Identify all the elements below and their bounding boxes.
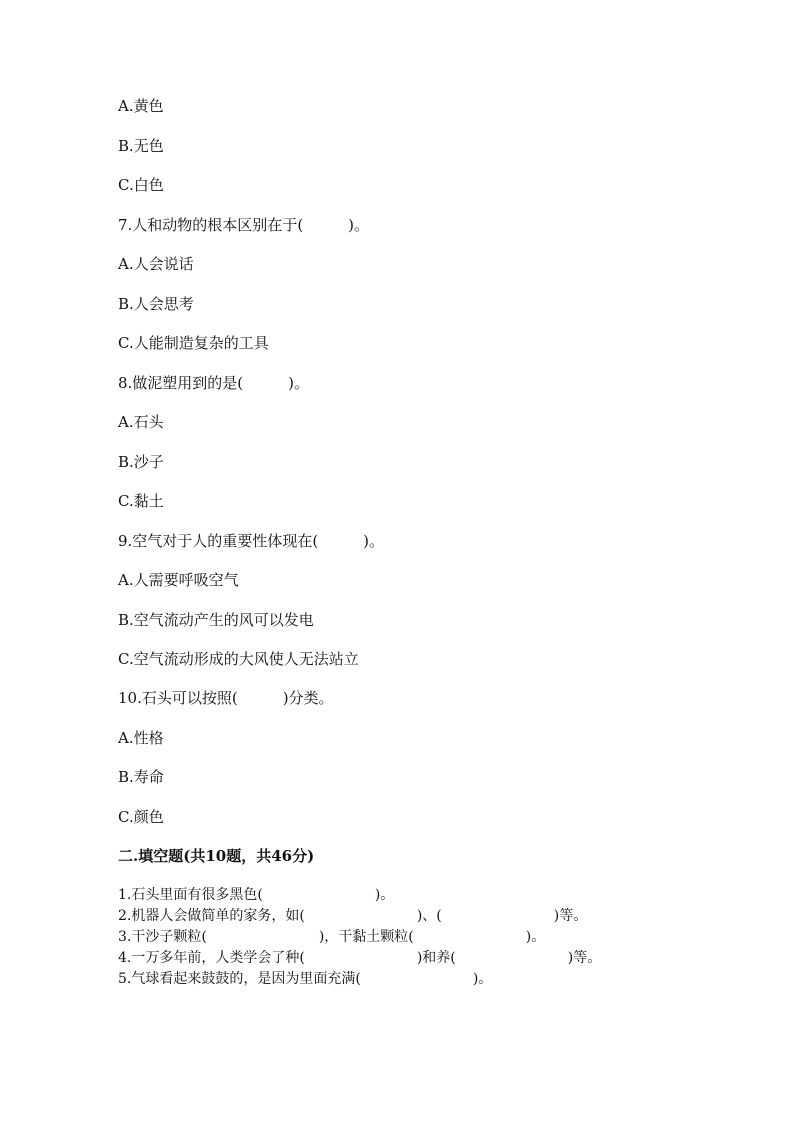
section-title: 二.填空题(共10题，共46分): [118, 847, 315, 865]
q6-option-a: A.黄色: [118, 97, 164, 115]
fill-item-2: 2.机器人会做简单的家务，如( )、( )等。: [118, 908, 588, 924]
q8-option-c: C.黏土: [118, 492, 164, 510]
fill-item-5: 5.气球看起来鼓鼓的，是因为里面充满( )。: [118, 971, 493, 987]
fill-item-4: 4.一万多年前，人类学会了种( )和养( )等。: [118, 950, 602, 966]
q7-question: 7.人和动物的根本区别在于( )。: [118, 216, 370, 234]
q8-option-b: B.沙子: [118, 453, 164, 471]
q10-option-c: C.颜色: [118, 808, 164, 826]
q9-question: 9.空气对于人的重要性体现在( )。: [118, 532, 385, 550]
q9-option-a: A.人需要呼吸空气: [118, 571, 239, 589]
fill-item-3: 3.干沙子颗粒( )，干黏土颗粒( )。: [118, 929, 546, 945]
q10-question: 10.石头可以按照( )分类。: [118, 689, 334, 707]
q8-question: 8.做泥塑用到的是( )。: [118, 374, 310, 392]
q7-option-a: A.人会说话: [118, 255, 194, 273]
q10-option-b: B.寿命: [118, 768, 164, 786]
q7-option-c: C.人能制造复杂的工具: [118, 334, 269, 352]
q7-option-b: B.人会思考: [118, 295, 194, 313]
q6-option-c: C.白色: [118, 176, 164, 194]
q8-option-a: A.石头: [118, 413, 164, 431]
q9-option-c: C.空气流动形成的大风使人无法站立: [118, 650, 359, 668]
q9-option-b: B.空气流动产生的风可以发电: [118, 611, 314, 629]
fill-item-1: 1.石头里面有很多黑色( )。: [118, 887, 395, 903]
q6-option-b: B.无色: [118, 137, 164, 155]
q10-option-a: A.性格: [118, 729, 164, 747]
